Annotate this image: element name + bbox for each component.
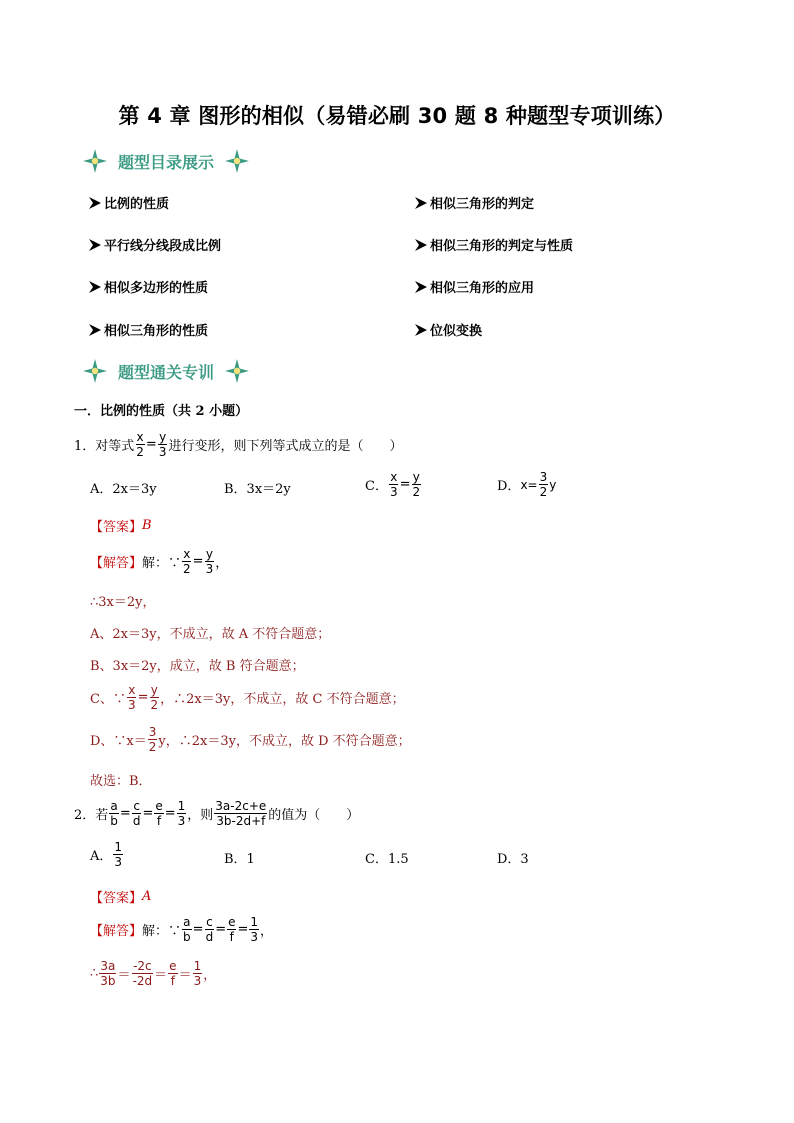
solution-step: ∴3x＝2y， <box>90 595 156 610</box>
choice-c[interactable]: C．1.5 <box>365 852 409 867</box>
solution-conclusion: 故选：B． <box>90 774 152 789</box>
arrow-bullet-icon <box>414 238 428 252</box>
choice-b[interactable]: B．3x＝2y <box>224 482 291 497</box>
subsection-title: 一．比例的性质（共 2 小题） <box>74 404 249 419</box>
toc-item[interactable]: 位似变换 <box>414 320 482 339</box>
sparkle-icon <box>82 358 108 384</box>
toc-item[interactable]: 相似三角形的应用 <box>414 277 534 296</box>
choice-a[interactable]: A． $\frac{1}{3}$ <box>90 840 123 869</box>
solution-step: B、3x＝2y，成立，故 B 符合题意； <box>90 659 305 674</box>
answer-line: 【答案】 A <box>90 889 152 906</box>
answer-line: 【答案】 B <box>90 518 152 535</box>
solution-step: C、∵ $\frac{x}{3}$ = $\frac{y}{2}$ ，∴2x＝3y，不成立，故 C 不符合题意； <box>90 683 405 712</box>
arrow-bullet-icon <box>414 196 428 210</box>
arrow-bullet-icon <box>414 280 428 294</box>
sparkle-icon <box>224 358 250 384</box>
arrow-bullet-icon <box>88 238 102 252</box>
toc-item[interactable]: 相似三角形的性质 <box>88 320 208 339</box>
choice-c[interactable]: C． $\frac{x}{3}$ = $\frac{y}{2}$ <box>365 470 421 499</box>
solution-step: ∴ $\frac{3a}{3b}$ ＝ $\frac{-2c}{-2d}$ ＝ $\frac{e}{f}$ ＝ $\frac{1}{3}$ ， <box>90 959 217 988</box>
solution-step: D、∵x＝ $\frac{3}{2}$ y，∴2x＝3y，不成立，故 D 不符合题意； <box>90 725 411 754</box>
section-label: 题型通关专训 <box>118 362 215 382</box>
arrow-bullet-icon <box>88 196 102 210</box>
question-1: 1．对等式 $\frac{x}{2}$ = $\frac{y}{3}$ 进行变形，则下列等式成立的是（ ） <box>74 430 403 459</box>
sparkle-icon <box>82 148 108 174</box>
choice-a[interactable]: A．2x＝3y <box>90 482 157 497</box>
arrow-bullet-icon <box>88 323 102 337</box>
toc-item[interactable]: 相似三角形的判定与性质 <box>414 235 573 254</box>
sparkle-icon <box>224 148 250 174</box>
section-header-training <box>82 358 250 384</box>
choice-d[interactable]: D． x= $\frac{3}{2}$ y <box>497 470 557 499</box>
toc-item[interactable]: 相似三角形的判定 <box>414 193 534 212</box>
toc-item[interactable]: 相似多边形的性质 <box>88 277 208 296</box>
choice-b[interactable]: B．1 <box>224 852 255 867</box>
toc-item[interactable]: 平行线分线段成比例 <box>88 235 221 254</box>
arrow-bullet-icon <box>414 323 428 337</box>
choice-d[interactable]: D．3 <box>497 852 529 867</box>
solution-step: A、2x＝3y，不成立，故 A 不符合题意； <box>90 627 331 642</box>
section-header-toc <box>82 148 250 174</box>
solution-line: 【解答】 解：∵ $\frac{x}{2}$ = $\frac{y}{3}$ ， <box>90 547 229 576</box>
toc-item[interactable]: 比例的性质 <box>88 193 169 212</box>
page-title: 第 4 章 图形的相似（易错必刷 30 题 8 种题型专项训练） <box>118 104 676 128</box>
solution-line: 【解答】 解：∵ $\frac{a}{b}$ = $\frac{c}{d}$ = $\frac{e}{f}$ = $\frac{1}{3}$ ， <box>90 915 274 944</box>
section-label: 题型目录展示 <box>118 152 215 172</box>
question-2: 2．若 $\frac{a}{b}$ = $\frac{c}{d}$ = $\frac{e}{f}$ = $\frac{1}{3}$ ，则 $\frac{3a-2c+e}{3b-2d+f}$ 的值为（ ） <box>74 799 360 828</box>
arrow-bullet-icon <box>88 280 102 294</box>
